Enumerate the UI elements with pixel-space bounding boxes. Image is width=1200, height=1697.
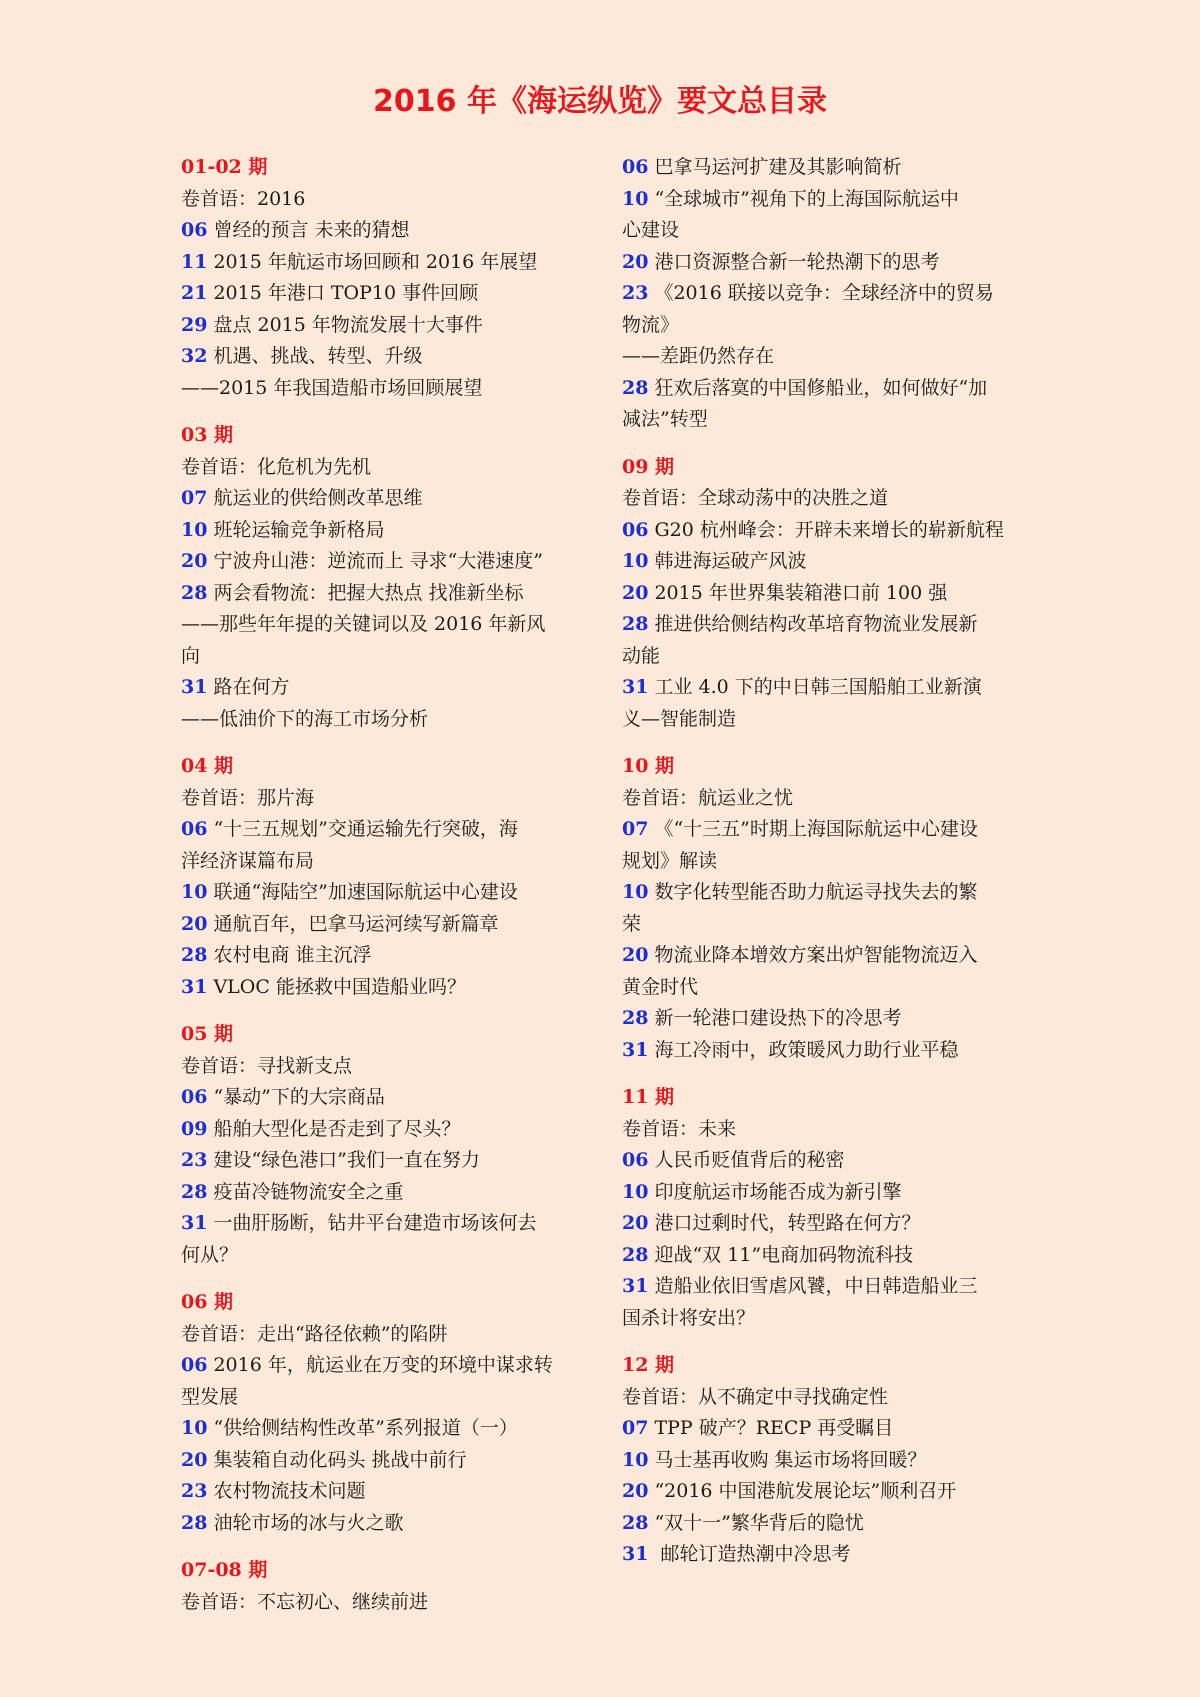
entry-title: ——低油价下的海工市场分析 bbox=[181, 707, 429, 730]
page-title: 2016 年《海运纵览》要文总目录 bbox=[373, 84, 827, 119]
page-number: 28 bbox=[181, 944, 208, 966]
article-entry bbox=[622, 1539, 1037, 1571]
article-entry bbox=[622, 877, 1037, 909]
article-entry bbox=[181, 278, 596, 310]
left-column bbox=[181, 152, 596, 1634]
article-entry bbox=[622, 672, 1037, 704]
article-entry bbox=[622, 578, 1037, 610]
page-number: 29 bbox=[181, 313, 208, 336]
entry-title: 油轮市场的冰与火之歌 bbox=[213, 1511, 404, 1534]
right-column bbox=[622, 152, 1037, 1587]
article-entry bbox=[622, 1177, 1037, 1209]
article-entry bbox=[622, 546, 1037, 578]
entry-title: 《“十三五”时期上海国际航运中心建设 bbox=[654, 818, 978, 840]
article-entry bbox=[181, 1145, 596, 1177]
article-entry bbox=[181, 1082, 596, 1114]
article-entry bbox=[181, 940, 596, 972]
entry-title: ——那些年年提的关键词以及 2016 年新风 bbox=[181, 613, 546, 635]
page-number: 06 bbox=[181, 1354, 208, 1376]
entry-title: 航运业的供给侧改革思维 bbox=[213, 487, 423, 509]
entry-title: ——2015 年我国造船市场回顾展望 bbox=[181, 376, 483, 399]
entry-text-line bbox=[622, 341, 1037, 373]
entry-title: 物流》 bbox=[622, 313, 680, 336]
entry-text-line bbox=[622, 704, 1037, 736]
entry-title: 2015 年港口 TOP10 事件回顾 bbox=[213, 282, 479, 304]
article-entry bbox=[181, 515, 596, 547]
article-entry bbox=[181, 672, 596, 704]
entry-title: 印度航运市场能否成为新引擎 bbox=[654, 1180, 902, 1203]
entry-text-line bbox=[181, 452, 596, 484]
article-entry bbox=[181, 1445, 596, 1477]
issue-section bbox=[622, 152, 1037, 436]
entry-title: 迎战“双 11”电商加码物流科技 bbox=[654, 1243, 914, 1266]
entry-text-line bbox=[181, 783, 596, 815]
entry-title: “十三五规划”交通运输先行突破，海 bbox=[213, 818, 518, 840]
page-number: 23 bbox=[181, 1480, 208, 1502]
entry-text-line bbox=[622, 310, 1037, 342]
entry-title: 卷首语：未来 bbox=[622, 1117, 737, 1140]
page-number: 10 bbox=[622, 881, 649, 903]
article-entry bbox=[622, 278, 1037, 310]
issue-heading: 10 期 bbox=[622, 755, 675, 777]
article-entry bbox=[622, 1271, 1037, 1303]
entry-title: 卷首语：2016 bbox=[181, 187, 306, 210]
article-entry bbox=[181, 247, 596, 279]
page-number: 31 bbox=[622, 1038, 649, 1061]
article-entry bbox=[622, 814, 1037, 846]
entry-title: 通航百年，巴拿马运河续写新篇章 bbox=[213, 912, 499, 935]
entry-title: 疫苗冷链物流安全之重 bbox=[213, 1180, 404, 1203]
page-number: 07 bbox=[181, 487, 208, 509]
article-entry bbox=[622, 373, 1037, 405]
entry-title: 心建设 bbox=[622, 219, 680, 241]
article-entry bbox=[622, 1145, 1037, 1177]
entry-text-line bbox=[181, 1587, 596, 1619]
entry-title: 曾经的预言 未来的猜想 bbox=[213, 219, 410, 241]
entry-title: G20 杭州峰会：开辟未来增长的崭新航程 bbox=[654, 518, 1004, 541]
entry-title: 新一轮港口建设热下的冷思考 bbox=[654, 1007, 902, 1029]
entry-title: 机遇、挑战、转型、升级 bbox=[213, 345, 423, 367]
entry-title: 物流业降本增效方案出炉智能物流迈入 bbox=[654, 944, 978, 966]
article-entry bbox=[181, 1208, 596, 1240]
entry-title: 卷首语：从不确定中寻找确定性 bbox=[622, 1385, 889, 1408]
page-number: 31 bbox=[181, 1212, 208, 1234]
issue-section bbox=[181, 1019, 596, 1271]
page-number: 20 bbox=[181, 1448, 208, 1471]
entry-title: 农村物流技术问题 bbox=[213, 1480, 366, 1502]
entry-title: 马士基再收购 集运市场将回暖？ bbox=[654, 1448, 927, 1471]
entry-title: 港口过剩时代，转型路在何方？ bbox=[654, 1212, 921, 1234]
entry-text-line bbox=[181, 1240, 596, 1272]
entry-title: “2016 中国港航发展论坛”顺利召开 bbox=[654, 1480, 957, 1502]
issue-section bbox=[181, 1555, 596, 1618]
page-number: 28 bbox=[622, 1007, 649, 1029]
page-number: 10 bbox=[622, 187, 649, 210]
page-number: 21 bbox=[181, 282, 208, 304]
entry-title: 卷首语：化危机为先机 bbox=[181, 455, 372, 478]
article-entry bbox=[622, 1508, 1037, 1540]
entry-title: 卷首语：航运业之忧 bbox=[622, 786, 794, 809]
page-number: 10 bbox=[622, 1180, 649, 1203]
article-entry bbox=[181, 1350, 596, 1382]
issue-heading: 03 期 bbox=[181, 424, 234, 446]
page-number: 10 bbox=[622, 550, 649, 572]
entry-title: 造船业依旧雪虐风饕，中日韩造船业三 bbox=[654, 1275, 978, 1297]
entry-title: 何从？ bbox=[181, 1243, 239, 1266]
entry-title: 推进供给侧结构改革培育物流业发展新 bbox=[654, 613, 978, 635]
entry-title: ——差距仍然存在 bbox=[622, 345, 775, 367]
entry-text-line bbox=[622, 404, 1037, 436]
entry-title: 港口资源整合新一轮热潮下的思考 bbox=[654, 250, 940, 273]
issue-heading: 04 期 bbox=[181, 755, 234, 777]
entry-title: 2015 年航运市场回顾和 2016 年展望 bbox=[213, 250, 538, 273]
page-number: 10 bbox=[181, 881, 208, 903]
page-number: 23 bbox=[181, 1149, 208, 1171]
entry-text-line bbox=[181, 1319, 596, 1351]
entry-text-line bbox=[622, 972, 1037, 1004]
page-number: 20 bbox=[622, 1212, 649, 1234]
article-entry bbox=[622, 1445, 1037, 1477]
page-number: 06 bbox=[181, 818, 208, 840]
page-number: 06 bbox=[181, 1086, 208, 1108]
entry-title: 狂欢后落寞的中国修船业，如何做好“加 bbox=[654, 376, 988, 399]
article-entry bbox=[622, 152, 1037, 184]
article-entry bbox=[622, 184, 1037, 216]
page-number: 32 bbox=[181, 345, 208, 367]
page-number: 10 bbox=[181, 518, 208, 541]
entry-title: 建设“绿色港口”我们一直在努力 bbox=[213, 1149, 480, 1171]
entry-title: 向 bbox=[181, 644, 201, 667]
entry-title: TPP 破产？RECP 再受瞩目 bbox=[654, 1417, 894, 1439]
entry-text-line bbox=[181, 373, 596, 405]
entry-title: 两会看物流：把握大热点 找准新坐标 bbox=[213, 581, 524, 604]
entry-title: 国杀计将安出？ bbox=[622, 1306, 756, 1329]
entry-title: 宁波舟山港：逆流而上 寻求“大港速度” bbox=[213, 550, 543, 572]
entry-text-line bbox=[622, 641, 1037, 673]
issue-section bbox=[622, 751, 1037, 1066]
article-entry bbox=[622, 1035, 1037, 1067]
article-entry bbox=[181, 341, 596, 373]
page-number: 11 bbox=[181, 250, 208, 273]
entry-text-line bbox=[181, 704, 596, 736]
issue-heading: 01-02 期 bbox=[181, 156, 268, 178]
page-number: 10 bbox=[622, 1448, 649, 1471]
entry-text-line bbox=[181, 1382, 596, 1414]
entry-title: 集装箱自动化码头 挑战中前行 bbox=[213, 1448, 467, 1471]
entry-text-line bbox=[622, 215, 1037, 247]
page-number: 28 bbox=[622, 376, 649, 399]
entry-title: 荣 bbox=[622, 912, 642, 935]
entry-title: “全球城市”视角下的上海国际航运中 bbox=[654, 187, 959, 210]
article-entry bbox=[181, 215, 596, 247]
page-number: 31 bbox=[181, 676, 208, 698]
entry-title: “双十一”繁华背后的隐忧 bbox=[654, 1511, 864, 1534]
entry-title: 洋经济谋篇布局 bbox=[181, 849, 315, 872]
entry-title: 卷首语：那片海 bbox=[181, 786, 315, 809]
article-entry bbox=[181, 877, 596, 909]
page-number: 20 bbox=[622, 250, 649, 273]
entry-title: 动能 bbox=[622, 644, 661, 667]
entry-title: 《2016 联接以竞争：全球经济中的贸易 bbox=[654, 282, 994, 304]
issue-section bbox=[181, 420, 596, 735]
entry-text-line bbox=[622, 1382, 1037, 1414]
page-number: 20 bbox=[622, 1480, 649, 1502]
entry-text-line bbox=[622, 846, 1037, 878]
article-entry bbox=[622, 1240, 1037, 1272]
page-number: 06 bbox=[622, 518, 649, 541]
entry-text-line bbox=[181, 1051, 596, 1083]
entry-title: 盘点 2015 年物流发展十大事件 bbox=[213, 313, 483, 336]
entry-title: 2016 年，航运业在万变的环境中谋求转 bbox=[213, 1354, 553, 1376]
page-number: 28 bbox=[622, 1511, 649, 1534]
article-entry bbox=[181, 909, 596, 941]
entry-text-line bbox=[181, 641, 596, 673]
entry-title: 卷首语：走出“路径依赖”的陷阱 bbox=[181, 1322, 448, 1345]
entry-title: 海工冷雨中，政策暖风力助行业平稳 bbox=[654, 1038, 959, 1061]
page-number: 31 bbox=[181, 975, 208, 998]
article-entry bbox=[622, 1476, 1037, 1508]
entry-title: 2015 年世界集装箱港口前 100 强 bbox=[654, 581, 948, 604]
entry-text-line bbox=[622, 1303, 1037, 1335]
entry-title: 义—智能制造 bbox=[622, 707, 737, 730]
issue-heading: 11 期 bbox=[622, 1086, 675, 1108]
article-entry bbox=[181, 814, 596, 846]
page-number: 28 bbox=[622, 1243, 649, 1266]
issue-heading: 09 期 bbox=[622, 455, 675, 478]
article-entry bbox=[622, 1208, 1037, 1240]
page-number: 10 bbox=[181, 1417, 208, 1439]
page-number: 28 bbox=[622, 613, 649, 635]
article-entry bbox=[181, 1114, 596, 1146]
entry-title: 卷首语：寻找新支点 bbox=[181, 1054, 353, 1077]
entry-title: 卷首语：不忘初心、继续前进 bbox=[181, 1590, 429, 1613]
entry-title: 韩进海运破产风波 bbox=[654, 550, 807, 572]
page-number: 06 bbox=[181, 219, 208, 241]
article-entry bbox=[181, 578, 596, 610]
article-entry bbox=[181, 1177, 596, 1209]
article-entry bbox=[622, 609, 1037, 641]
page-number: 31 bbox=[622, 676, 649, 698]
article-entry bbox=[181, 1508, 596, 1540]
entry-title: 人民币贬值背后的秘密 bbox=[654, 1149, 845, 1171]
page-number: 20 bbox=[622, 944, 649, 966]
entry-text-line bbox=[622, 483, 1037, 515]
entry-title: 卷首语：全球动荡中的决胜之道 bbox=[622, 487, 889, 509]
entry-text-line bbox=[622, 909, 1037, 941]
page-number: 06 bbox=[622, 156, 649, 178]
issue-section bbox=[622, 452, 1037, 736]
page-number: 06 bbox=[622, 1149, 649, 1171]
entry-title: 班轮运输竞争新格局 bbox=[213, 518, 385, 541]
issue-section bbox=[181, 1287, 596, 1539]
issue-heading: 05 期 bbox=[181, 1023, 234, 1045]
article-entry bbox=[181, 1413, 596, 1445]
article-entry bbox=[622, 515, 1037, 547]
entry-title: 工业 4.0 下的中日韩三国船舶工业新演 bbox=[654, 676, 982, 698]
entry-title: 邮轮订造热潮中冷思考 bbox=[654, 1543, 851, 1565]
entry-title: 黄金时代 bbox=[622, 975, 699, 998]
article-entry bbox=[181, 546, 596, 578]
entry-title: 一曲肝肠断，钻井平台建造市场该何去 bbox=[213, 1212, 537, 1234]
article-entry bbox=[622, 940, 1037, 972]
article-entry bbox=[622, 1003, 1037, 1035]
issue-section bbox=[622, 1350, 1037, 1571]
page-number: 07 bbox=[622, 818, 649, 840]
article-entry bbox=[622, 247, 1037, 279]
entry-title: 船舶大型化是否走到了尽头？ bbox=[213, 1117, 461, 1140]
issue-section bbox=[181, 152, 596, 404]
entry-title: 路在何方 bbox=[213, 676, 290, 698]
entry-title: “暴动”下的大宗商品 bbox=[213, 1086, 385, 1108]
entry-text-line bbox=[181, 184, 596, 216]
page-number: 23 bbox=[622, 282, 649, 304]
article-entry bbox=[181, 972, 596, 1004]
article-entry bbox=[181, 483, 596, 515]
issue-heading: 12 期 bbox=[622, 1354, 675, 1376]
page-number: 31 bbox=[622, 1275, 649, 1297]
entry-title: 规划》解读 bbox=[622, 849, 718, 872]
issue-heading: 07-08 期 bbox=[181, 1559, 268, 1581]
entry-text-line bbox=[622, 1114, 1037, 1146]
entry-title: 农村电商 谁主沉浮 bbox=[213, 944, 372, 966]
entry-title: VLOC 能拯救中国造船业吗？ bbox=[213, 975, 466, 998]
entry-title: 型发展 bbox=[181, 1385, 239, 1408]
entry-title: 联通“海陆空”加速国际航运中心建设 bbox=[213, 881, 518, 903]
issue-heading: 06 期 bbox=[181, 1291, 234, 1313]
article-entry bbox=[622, 1413, 1037, 1445]
entry-title: 减法”转型 bbox=[622, 408, 708, 430]
entry-text-line bbox=[181, 846, 596, 878]
issue-section bbox=[622, 1082, 1037, 1334]
entry-text-line bbox=[622, 783, 1037, 815]
page-number: 07 bbox=[622, 1417, 649, 1439]
entry-title: “供给侧结构性改革”系列报道（一） bbox=[213, 1417, 518, 1439]
page-number: 20 bbox=[622, 581, 649, 604]
page-number: 28 bbox=[181, 1180, 208, 1203]
page-number: 31 bbox=[622, 1543, 649, 1565]
entry-title: 巴拿马运河扩建及其影响简析 bbox=[654, 156, 902, 178]
article-entry bbox=[181, 1476, 596, 1508]
page-number: 28 bbox=[181, 1511, 208, 1534]
entry-title: 数字化转型能否助力航运寻找失去的繁 bbox=[654, 881, 978, 903]
page-number: 09 bbox=[181, 1117, 208, 1140]
page-number: 20 bbox=[181, 550, 208, 572]
page-number: 28 bbox=[181, 581, 208, 604]
page-number: 20 bbox=[181, 912, 208, 935]
entry-text-line bbox=[181, 609, 596, 641]
article-entry bbox=[181, 310, 596, 342]
issue-section bbox=[181, 751, 596, 1003]
